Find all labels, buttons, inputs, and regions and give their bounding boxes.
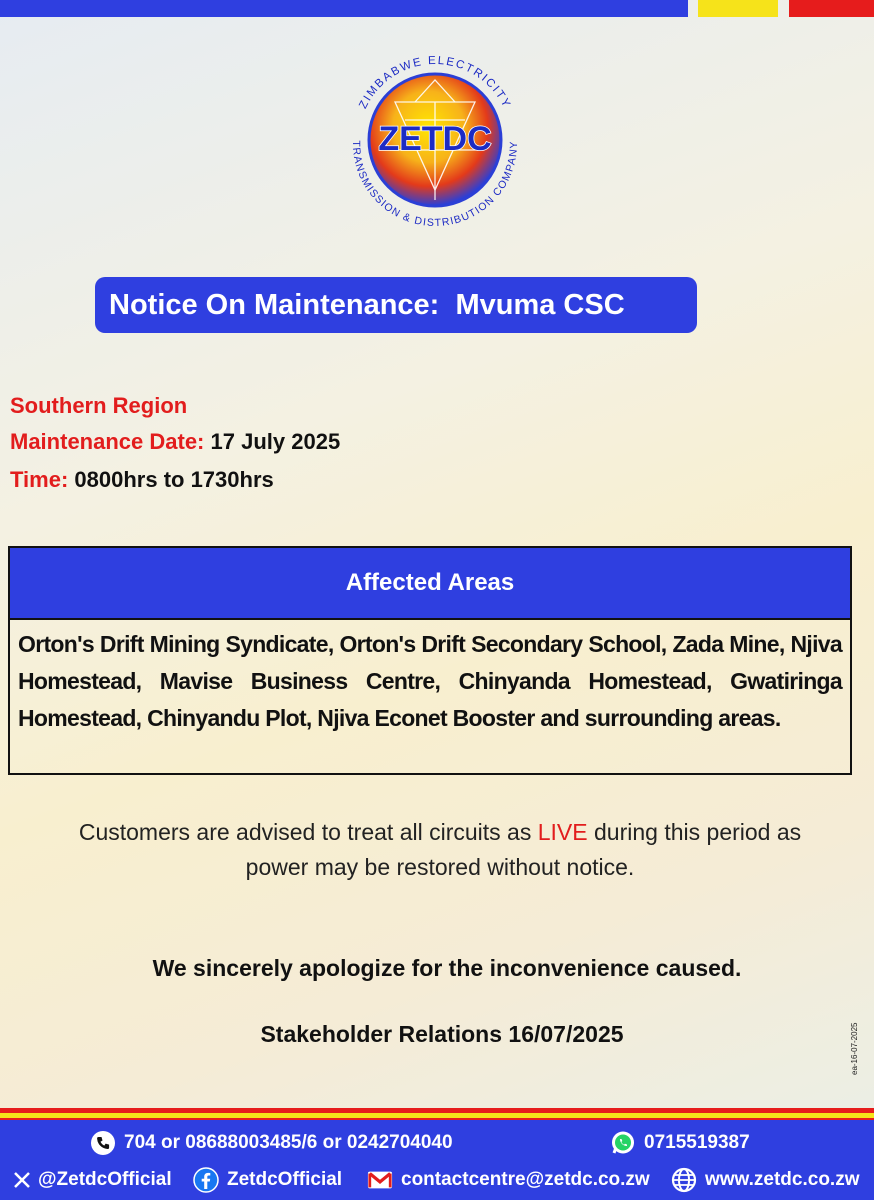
facebook-icon [193,1167,219,1193]
contact-footer [0,1120,874,1200]
apology-text: We sincerely apologize for the inconvenience caused. [152,955,742,981]
website-contact[interactable] [671,1167,860,1193]
zetdc-logo [335,40,535,240]
x-icon [12,1167,32,1193]
email-contact[interactable] [367,1167,650,1193]
time-line [10,467,274,493]
date-value: 17 July 2025 [210,429,341,454]
top-bar-red [789,0,874,17]
side-code: ea-16-07-2025 [850,1022,859,1075]
facebook-handle: ZetdcOfficial [227,1169,343,1190]
time-label: Time: [10,467,69,492]
facebook-contact[interactable] [193,1167,342,1193]
signoff-text: Stakeholder Relations 16/07/2025 [260,1021,624,1047]
safety-advice [60,815,820,885]
website-url: www.zetdc.co.zw [705,1169,860,1190]
globe-icon [671,1167,697,1193]
advice-live: LIVE [537,819,588,845]
whatsapp-icon [610,1130,636,1156]
email-address: contactcentre@zetdc.co.zw [401,1169,650,1190]
mail-icon [367,1167,393,1193]
whatsapp-number: 0715519387 [644,1132,750,1153]
x-contact[interactable] [12,1167,172,1193]
phone-contact[interactable] [90,1130,453,1156]
svg-text:ZETDC: ZETDC [378,120,492,158]
affected-areas-heading: Affected Areas [10,548,850,620]
svg-text:TRANSMISSION & DISTRIBUTION CO: TRANSMISSION & DISTRIBUTION COMPANY [349,140,521,230]
phone-numbers: 704 or 08688003485/6 or 0242704040 [124,1132,453,1153]
notice-title: Notice On Maintenance: Mvuma CSC [95,277,697,333]
top-bar-yellow [698,0,778,17]
advice-part1: Customers are advised to treat all circuits as [78,819,538,845]
date-label: Maintenance Date: [10,429,205,454]
date-line [10,429,340,455]
affected-areas-box [8,546,852,775]
svg-text:ZIMBABWE ELECTRICITY: ZIMBABWE ELECTRICITY [357,54,513,111]
time-value: 0800hrs to 1730hrs [74,467,274,492]
phone-icon [90,1130,116,1156]
top-bar-blue [0,0,688,17]
region-label: Southern Region [10,393,188,418]
x-handle: @ZetdcOfficial [38,1169,172,1190]
region-line [10,393,187,419]
advice-part2: during this period as power may be restored without notice. [245,819,802,880]
affected-areas-list: Orton's Drift Mining Syndicate, Orton's Drift Secondary School, Zada Mine, Njiva Homestead, Mavise Business Centre, Chinyanda Homestead, Gwatiringa Homestead, Chinyandu Plot, Njiva Econet Booster and surrounding areas. [18,631,842,731]
whatsapp-contact[interactable] [610,1130,750,1156]
